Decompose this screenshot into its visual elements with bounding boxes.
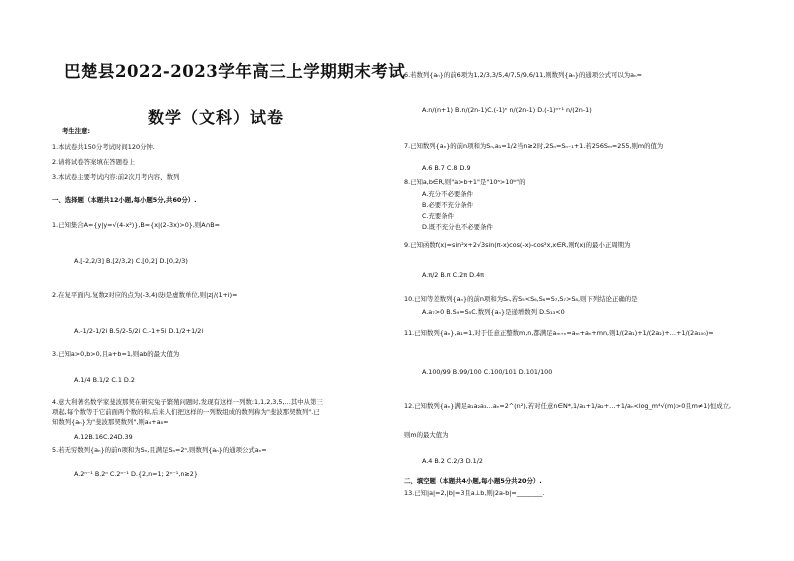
question-stem: 9.已知函数f(x)=sin²x+2√3sin(π-x)cos(-x)-cos²x,x∈R,则f(x)的最小正周期为 <box>404 241 631 249</box>
question-stem: 3.已知a>0,b>0,且a+b=1,则ab的最大值为 <box>52 350 180 358</box>
section-heading-fill: 二、填空题（本题共4小题,每小题5分共20分）. <box>404 477 542 485</box>
question-stem: 7.已知数列{aₙ}的前n项和为Sₙ,a₁=1/2当n≥2时,2Sₙ=Sₙ₋₁+1.若256Sₘ=255,则m的值为 <box>404 142 664 150</box>
question-options: A.a₇>0 B.S₉=S₅C.数列{aₙ}是递增数列 D.S₁₃<0 <box>422 308 565 316</box>
question-stem: 10.已知等差数列{aₙ}的前n项和为Sₙ,若S₅<S₆,S₆=S₇,S₇>S₈,则下列结论正确的是 <box>404 295 638 303</box>
question-stem: 2.在复平面内,复数z对应的点为(-3,4)设i是虚数单位,则|z|/(1+i)= <box>52 291 238 299</box>
question-stem: 8.已知a,b∈R,则"a>b+1"是"10ᵃ>10ᵇ"的 <box>404 178 526 186</box>
question-options: A.12B.16C.24D.39 <box>74 433 133 441</box>
question-options: A.4 B.2 C.2/3 D.1/2 <box>422 457 483 465</box>
notes-heading: 考生注意: <box>62 127 91 135</box>
note-item: 1.本试卷共150分考试时间120分钟. <box>52 143 155 151</box>
question-stem: 13.已知|a|=2,|b|=3且a⊥b,则|2a-b|=________. <box>404 489 545 497</box>
question-stem: 6.若数列{aₙ}的前6项为1,2/3,3/5,4/7,5/9,6/11,则数列{aₙ}的通项公式可以为aₙ= <box>404 71 642 79</box>
question-options: A.n/(n+1) B.n/(2n-1)C.(-1)ⁿ n/(2n-1) D.(-1)ⁿ⁺¹ n/(2n-1) <box>422 106 592 114</box>
question-stem: 12.已知数列{aₙ}满足a₁a₂a₃…aₙ=2^(n²),若对任意n∈N*,1/a₁+1/a₂+…+1/aₙ<log_m⁴√(m)>0且m≠1)恒成立, <box>404 402 732 410</box>
question-stem: 1.已知集合A={y|y=√(4-x²)},B={x|(2-3x)>0},则A∩B= <box>52 221 221 229</box>
question-options: A.100/99 B.99/100 C.100/101 D.101/100 <box>422 368 553 376</box>
note-item: 3.本试卷主要考试内容:前2次月考内容、数列 <box>52 173 180 181</box>
note-item: 2.请将试卷答案填在答题卷上 <box>52 158 135 166</box>
question-options: A.-1/2-1/2i B.5/2-5/2i C.-1+5i D.1/2+1/2i <box>74 327 204 335</box>
question-options: A.2ⁿ⁻¹ B.2ⁿ C.2ⁿ⁻¹ D.{2,n=1; 2ⁿ⁻¹,n≥2} <box>74 470 198 478</box>
exam-title: 巴楚县2022-2023学年高三上学期期末考试 <box>64 62 406 81</box>
question-stem: 11.已知数列{aₙ},a₁=1,对于任意正整数m,n,都满足aₘ₊ₙ=aₘ+aₙ+mn,则1/(2a₁)+1/(2a₂)+…+1/(2a₁₀₀)= <box>404 329 714 337</box>
section-heading-choice: 一、选择题（本题共12小题,每小题5分,共60分）. <box>52 196 197 204</box>
exam-subtitle: 数学（文科）试卷 <box>148 108 285 127</box>
question-option: B.必要不充分条件 <box>422 201 474 209</box>
question-option: A.充分不必要条件 <box>422 190 474 198</box>
question-options: A.6 B.7 C.8 D.9 <box>422 164 471 172</box>
question-options: A.[-2,2/3] B.[2/3,2) C.[0,2] D.[0,2/3) <box>74 257 188 265</box>
question-stem-extra: 则m的最大值为 <box>404 431 449 439</box>
question-options: A.1/4 B.1/2 C.1 D.2 <box>74 376 135 384</box>
question-stem-line: 4.意大利著名数学家斐波那契在研究兔子繁殖问题时,发现有这样一列数:1,1,2,3,5,…其中从第三 <box>52 398 323 406</box>
question-stem-line: 项起,每个数等于它前面两个数的和,后来人们把这样的一列数组成的数列称为"斐波那契数列".已 <box>52 408 320 416</box>
question-option: C.充要条件 <box>422 212 455 220</box>
question-stem-line: 知数列{aₙ}为"斐波那契数列",则a₄+a₈= <box>52 418 169 426</box>
question-stem: 5.若无穷数列{aₙ}的前n项和为Sₙ,且满足Sₙ=2ⁿ,则数列{aₙ}的通项公式aₙ= <box>52 446 267 454</box>
question-options: A.π/2 B.π C.2π D.4π <box>422 271 484 279</box>
question-option: D.既不充分也不必要条件 <box>422 223 493 231</box>
